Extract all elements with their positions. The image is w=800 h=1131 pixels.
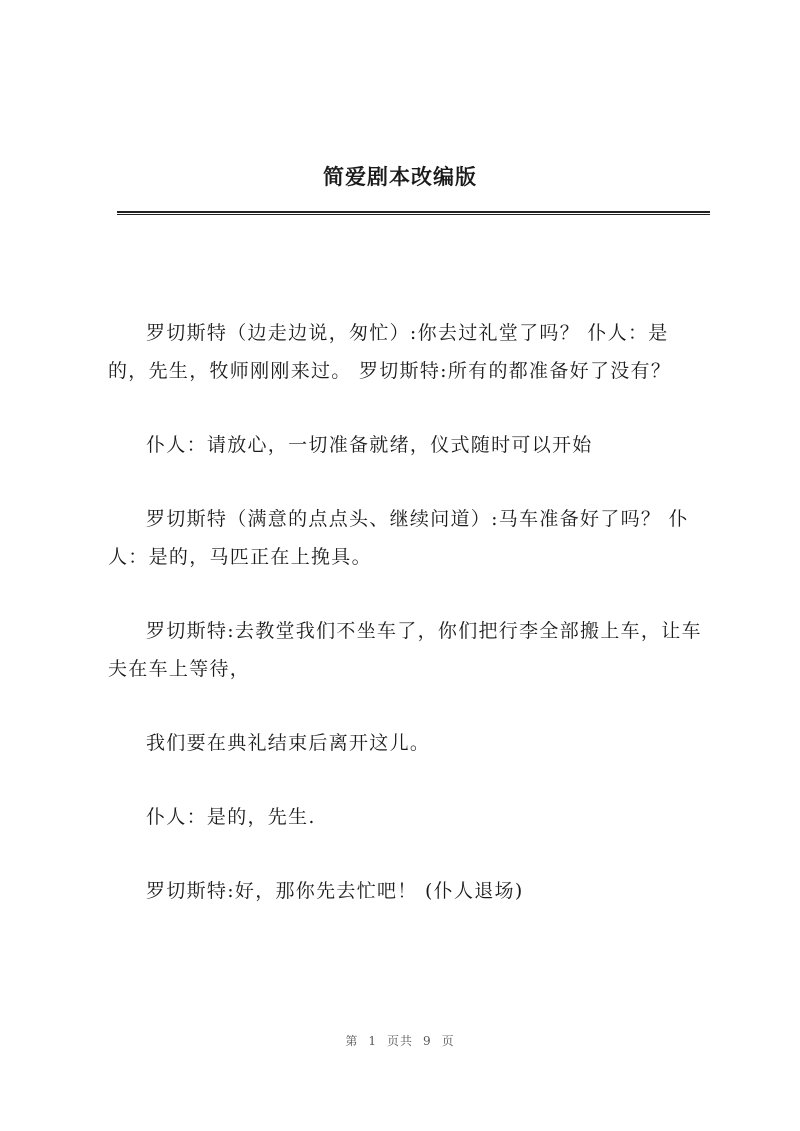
paragraph-gap (108, 464, 708, 500)
footer-total-pages: 9 (423, 1034, 432, 1048)
paragraph-gap (108, 390, 708, 426)
paragraph-7: 罗切斯特:好，那你先去忙吧！ (仆人退场) (146, 880, 524, 902)
document-body (108, 314, 708, 910)
paragraph-gap (108, 576, 708, 612)
paragraph-gap (108, 762, 708, 798)
page-title: 简爱剧本改编版 (323, 165, 477, 189)
page-footer (0, 1032, 800, 1049)
paragraph-4: 罗切斯特:去教堂我们不坐车了，你们把行李全部搬上车，让车夫在车上等待， (108, 620, 702, 680)
paragraph-gap (108, 836, 708, 872)
footer-prefix: 第 (345, 1034, 359, 1048)
paragraph-3: 罗切斯特（满意的点点头、继续问道）:马车准备好了吗？ 仆人：是的，马匹正在上挽具。 (108, 508, 689, 568)
footer-middle: 页共 (386, 1034, 413, 1048)
paragraph-1: 罗切斯特（边走边说，匆忙）:你去过礼堂了吗？ 仆人：是的，先生，牧师刚刚来过。 罗切斯特:所有的都准备好了没有？ (108, 322, 672, 382)
paragraph-6: 仆人：是的，先生. (146, 806, 316, 828)
paragraph-2: 仆人：请放心，一切准备就绪，仪式随时可以开始 (146, 434, 593, 456)
paragraph-5: 我们要在典礼结束后离开这儿。 (146, 732, 431, 754)
title-divider (117, 211, 710, 215)
footer-page-number: 1 (368, 1034, 377, 1048)
footer-suffix: 页 (441, 1034, 455, 1048)
paragraph-gap (108, 688, 708, 724)
